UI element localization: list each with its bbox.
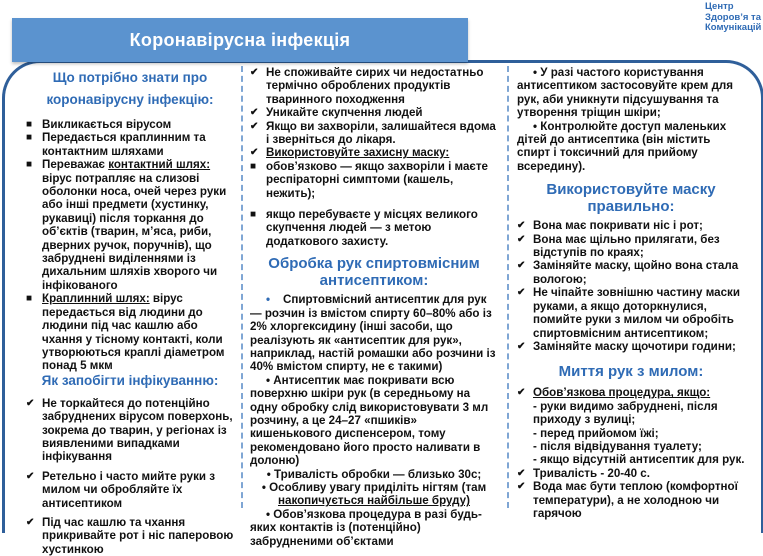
check-mark-icon: ✔ (517, 220, 526, 232)
list-item-text: Уникайте скупчення людей (266, 106, 423, 120)
list-item (26, 131, 234, 158)
wash-list (517, 386, 745, 399)
bullet-icon: • (266, 293, 271, 307)
list-item (26, 516, 234, 556)
square-bullet-icon: ■ (26, 119, 33, 130)
list-item-text: Заміняйте маску щочотири години; (533, 339, 736, 353)
list-item-text: обов’язково — якщо захворіли і маєте респіраторні симптоми (кашель, нежить); (266, 159, 488, 200)
list-item-lead: Переважає (42, 158, 105, 172)
prevent-list-continued (250, 66, 498, 248)
column-divider-1 (241, 66, 243, 508)
list-item (250, 66, 498, 106)
list-item-text: Викликається вірусом (42, 118, 172, 131)
paragraph-text: Спиртовмісний антисептик для рук — розчин із вмістом спирту 60–80% або із 2% хлоргексидину (інші засоби, що реалізують як «антисептик для рук», наприклад, настій ромашки або розчини із 40% вмістом спирту, не є такими) (250, 293, 496, 374)
wash-sub-item: - перед прийомом їжі; (533, 426, 659, 440)
check-mark-icon: ✔ (250, 147, 259, 159)
sanitizer-paragraph-3: • Тривалість обробки — близько 30с; (266, 467, 482, 481)
list-item-underlined: контактний шлях: (108, 158, 211, 172)
list-item (250, 208, 498, 248)
section-heading-sanitize: Обробка рук спиртовмісним (268, 255, 480, 273)
section-heading-prevent: Як запобігти інфікуванню: (41, 372, 219, 388)
check-mark-icon: ✔ (250, 120, 259, 132)
column-2 (250, 66, 498, 548)
check-mark-icon: ✔ (517, 387, 526, 399)
logo-line-3: Комунікацій (705, 22, 762, 33)
list-item (517, 467, 745, 480)
know-list (26, 118, 234, 373)
logo-line-2: Здоров’я та (705, 11, 761, 23)
sanitizer-paragraph-4 (250, 481, 498, 508)
wash-sub-item: - руки видимо забруднені, після приходу з вулиці; (533, 399, 718, 427)
square-bullet-icon: ■ (250, 160, 257, 172)
section-heading-know-2: коронавірусну інфекцію: (46, 92, 214, 107)
paragraph-text: • Особливу увагу приділіть нігтям (там (261, 480, 487, 494)
check-mark-icon: ✔ (250, 107, 259, 119)
list-item (26, 158, 234, 292)
sanitizer-paragraph-1 (250, 293, 498, 373)
wash-label: Обов’язкова процедура, якщо: (533, 386, 711, 400)
list-item (250, 120, 498, 147)
sanitizer-paragraph-7: • Контролюйте доступ маленьких дітей до антисептика (він містить спирт і токсичний для прийому всередину). (517, 119, 727, 173)
check-mark-icon: ✔ (517, 233, 526, 245)
list-item (517, 219, 745, 232)
list-item-text: Вона має покривати ніс і рот; (533, 219, 703, 233)
wash-sub-item: - якщо відсутній антисептик для рук. (533, 453, 745, 467)
check-mark-icon: ✔ (26, 397, 35, 409)
section-heading-wash: Миття рук з милом: (558, 363, 704, 381)
list-item-text: Не споживайте сирих чи недостатньо термічно оброблених продуктів тваринного походження (266, 66, 484, 106)
check-mark-icon: ✔ (26, 516, 35, 528)
list-item-text: якщо перебуваєте у місцях великого скупчення людей — з метою додаткового захисту. (266, 208, 478, 248)
list-item-text: Ретельно і часто мийте руки з милом чи обробляйте їх антисептиком (42, 469, 216, 510)
section-heading-mask-2: правильно: (587, 198, 675, 216)
protect-label: Використовуйте захисну маску: (266, 146, 450, 160)
list-item-text: Під час кашлю та чхання прикривайте рот і ніс паперовою хустинкою (42, 515, 234, 556)
list-item (250, 146, 498, 159)
square-bullet-icon: ■ (26, 159, 33, 171)
list-item (26, 292, 234, 372)
list-item (26, 397, 234, 464)
logo-line-1: Центр (705, 1, 734, 12)
check-mark-icon: ✔ (517, 467, 526, 479)
list-item (517, 480, 745, 520)
sanitizer-paragraph-6: • У разі частого користування антисептиком застосовуйте крем для рук, аби уникнути підсушування та утворення тріщин шкіри; (517, 66, 734, 120)
logo-text (705, 2, 761, 34)
list-item-text: Тривалість - 20-40 с. (533, 466, 650, 480)
list-item-text: Вода має бути теплою (комфортної температури), а не холодною чи гарячою (533, 480, 738, 520)
list-item (517, 340, 745, 353)
list-item-text: вірус передається від людини до людини під час кашлю або чхання у тісному контакті, коли утворюються краплі діаметром понад 5 мкм (42, 292, 225, 373)
list-item (250, 160, 498, 200)
list-item-text: Заміняйте маску, щойно вона стала вологою; (533, 259, 739, 286)
list-item (26, 470, 234, 510)
column-divider-2 (507, 66, 509, 508)
check-mark-icon: ✔ (517, 287, 526, 299)
list-item-text: Не торкайтеся до потенційно забруднених вірусом поверхонь, зокрема до тварин, у регіонах із виявленими випадками інфікування (42, 396, 233, 464)
title-bar (12, 18, 468, 62)
list-item (250, 106, 498, 119)
check-mark-icon: ✔ (26, 470, 35, 482)
section-heading-know: Що потрібно знати про (52, 70, 208, 85)
sanitizer-paragraph-5: • Обов’язкова процедура в разі будь-яких контактів із (потенційно) забрудненими об’єктами (250, 507, 482, 548)
paragraph-underlined: накопичується найбільше бруду) (278, 494, 470, 508)
square-bullet-icon: ■ (26, 293, 33, 305)
section-heading-sanitize-2: антисептиком: (319, 272, 429, 290)
list-item (517, 286, 745, 340)
wash-sub-item: - після відвідування туалету; (533, 439, 702, 453)
square-bullet-icon: ■ (26, 132, 33, 144)
check-mark-icon: ✔ (517, 340, 526, 352)
mask-list (517, 219, 745, 353)
section-heading-mask: Використовуйте маску (546, 181, 716, 199)
square-bullet-icon: ■ (250, 209, 257, 221)
column-1 (26, 66, 234, 556)
check-mark-icon: ✔ (250, 67, 259, 78)
check-mark-icon: ✔ (517, 260, 526, 272)
column-3 (517, 66, 745, 520)
list-item-text: Передається краплинним та контактним шляхами (42, 131, 206, 158)
list-item-text: Не чіпайте зовнішню частину маски руками, а якщо доторкнулися, помийте руки з милом чи обробіть спиртовмісним антисептиком; (533, 286, 740, 340)
list-item-text: Вона має щільно прилягати, без відступів по краях; (533, 232, 720, 260)
list-item (517, 386, 745, 399)
list-item (517, 233, 745, 260)
list-item (517, 259, 745, 286)
list-item-underlined: Краплинний шлях: (42, 292, 150, 306)
wash-list-2 (517, 467, 745, 521)
check-mark-icon: ✔ (517, 481, 526, 493)
list-item (26, 118, 234, 131)
prevent-list (26, 397, 234, 556)
list-item-text: вірус потрапляє на слизові оболонки носа, очей через руки або інші предмети (хустинку, рукавиці) після торкання до об’єктів (тварин, м’яса, риби, дверних ручок, поручнів), що забруднені виділеннями із дихальним шляхів хворого чи інфікованого (42, 171, 227, 292)
list-item-text: Якщо ви захворіли, залишайтеся вдома і зверніться до лікаря. (266, 119, 496, 147)
sanitizer-paragraph-2: • Антисептик має покривати всю поверхню шкіри рук (в середньому на одну обробку слід використовувати 3 мл розчину, а це 24–27 «пшиків» кишенькового диспенсером, тому рекомендовано його просто наливати в долоню) (250, 373, 489, 468)
page-title: Коронавірусна інфекція (129, 29, 351, 50)
